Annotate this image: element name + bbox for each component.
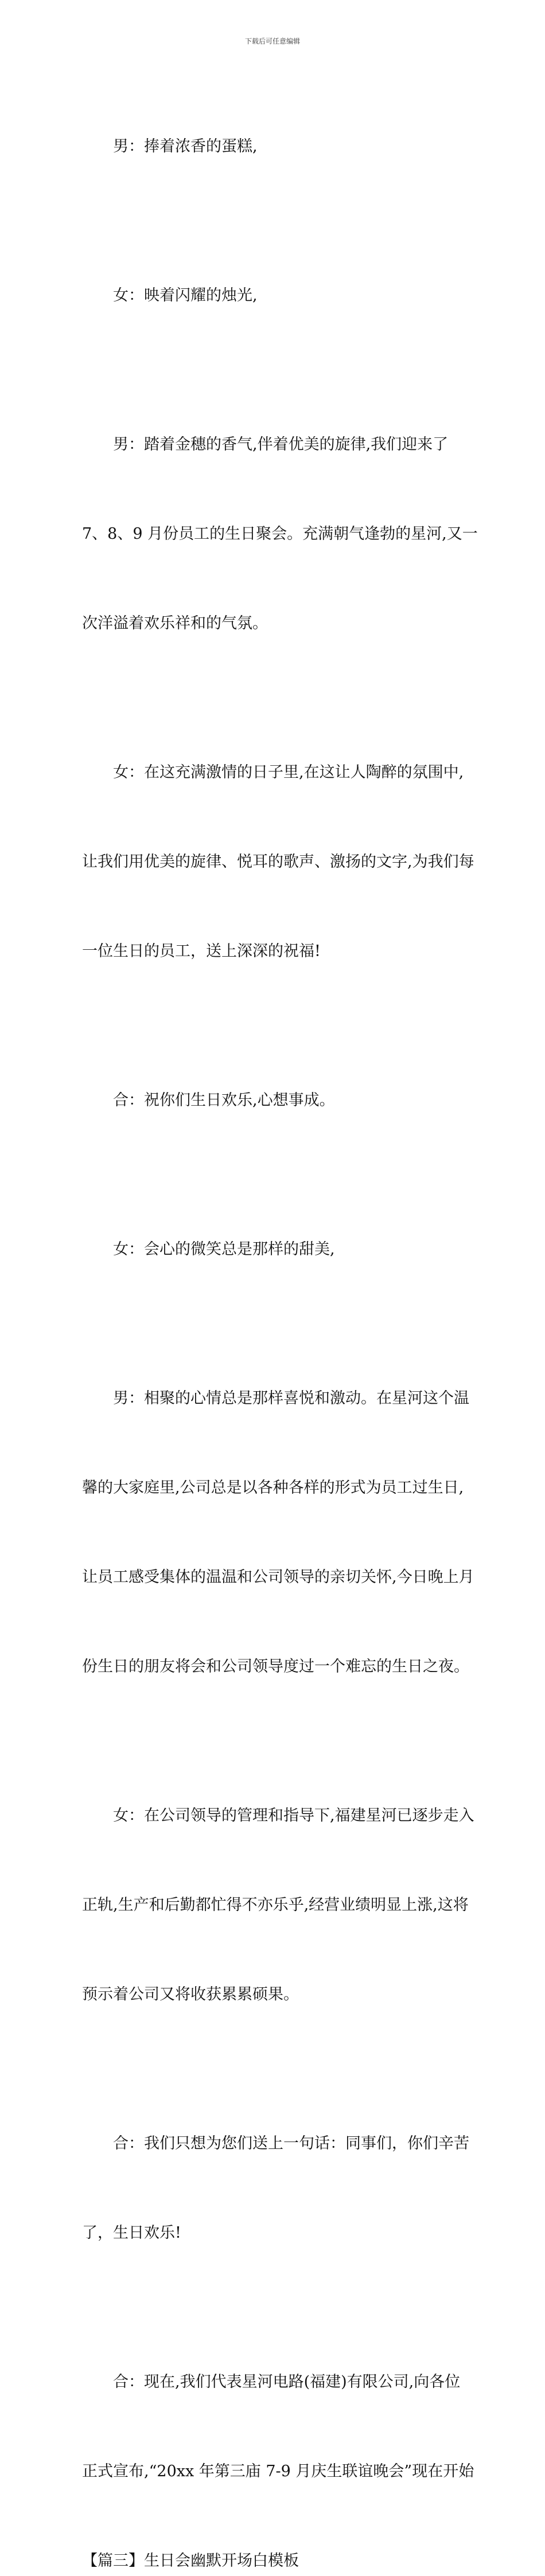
paragraph-line: 正轨,生产和后勤都忙得不亦乐乎,经营业绩明显上涨,这将	[82, 1896, 469, 1914]
paragraph-line: 次洋溢着欢乐祥和的气氛。	[82, 614, 268, 632]
paragraph-9	[82, 2069, 469, 2308]
paragraph-line: 馨的大家庭里,公司总是以各种各样的形式为员工过生日,	[82, 1479, 464, 1497]
paragraph-line: 女：在这充满激情的日子里,在这让人陶醉的氛围中,	[113, 764, 464, 781]
paragraph-line: 预示着公司又将收获累累硕果。	[82, 1986, 299, 2003]
paragraph-line: 合：我们只想为您们送上一句话：同事们，你们辛苦	[113, 2135, 469, 2152]
page-header-note: 下载后可任意编辑	[244, 37, 300, 45]
paragraph-line: 女：映着闪耀的烛光,	[113, 287, 258, 304]
paragraph-line: 合：现在,我们代表星河电路(福建)有限公司,向各位	[113, 2373, 461, 2391]
document-body	[82, 72, 478, 2576]
paragraph-line: 男：相聚的心情总是那样喜悦和激动。在星河这个温	[113, 1389, 469, 1407]
paragraph-7	[82, 1324, 474, 1741]
section-heading: 【篇三】生日会幽默开场白模板	[82, 2552, 299, 2570]
paragraph-line: 7、8、9 月份员工的生日聚会。充满朝气逢勃的星河,又一	[82, 525, 478, 543]
paragraph-line: 女：在公司领导的管理和指导下,福建星河已逐步走入	[113, 1807, 474, 1825]
paragraph-3	[82, 370, 478, 698]
paragraph-6	[82, 1175, 464, 1324]
paragraph-line: 一位生日的员工，送上深深的祝福!	[82, 942, 321, 960]
paragraph-1	[82, 72, 464, 221]
paragraph-line: 合：祝你们生日欢乐,心想事成。	[113, 1091, 335, 1109]
paragraph-10	[82, 2308, 474, 2546]
paragraph-5	[82, 1026, 464, 1175]
paragraph-line: 让员工感受集体的温温和公司领导的亲切关怀,今日晚上月	[82, 1568, 474, 1586]
paragraph-line: 正式宣布,“20xx 年第三庙 7-9 月庆生联谊晚会”现在开始	[82, 2463, 474, 2480]
paragraph-line: 了，生日欢乐!	[82, 2224, 181, 2242]
paragraph-line: 让我们用优美的旋律、悦耳的歌声、激扬的文字,为我们每	[82, 853, 474, 871]
paragraph-line: 男：踏着金穗的香气,伴着优美的旋律,我们迎来了	[113, 436, 449, 453]
paragraph-8	[82, 1741, 474, 2069]
paragraph-line: 女：会心的微笑总是那样的甜美,	[113, 1240, 335, 1258]
paragraph-2	[82, 221, 464, 370]
paragraph-line: 份生日的朋友将会和公司领导度过一个难忘的生日之夜。	[82, 1658, 469, 1675]
paragraph-line: 男：捧着浓香的蛋糕,	[113, 138, 258, 155]
paragraph-4	[82, 698, 474, 1026]
